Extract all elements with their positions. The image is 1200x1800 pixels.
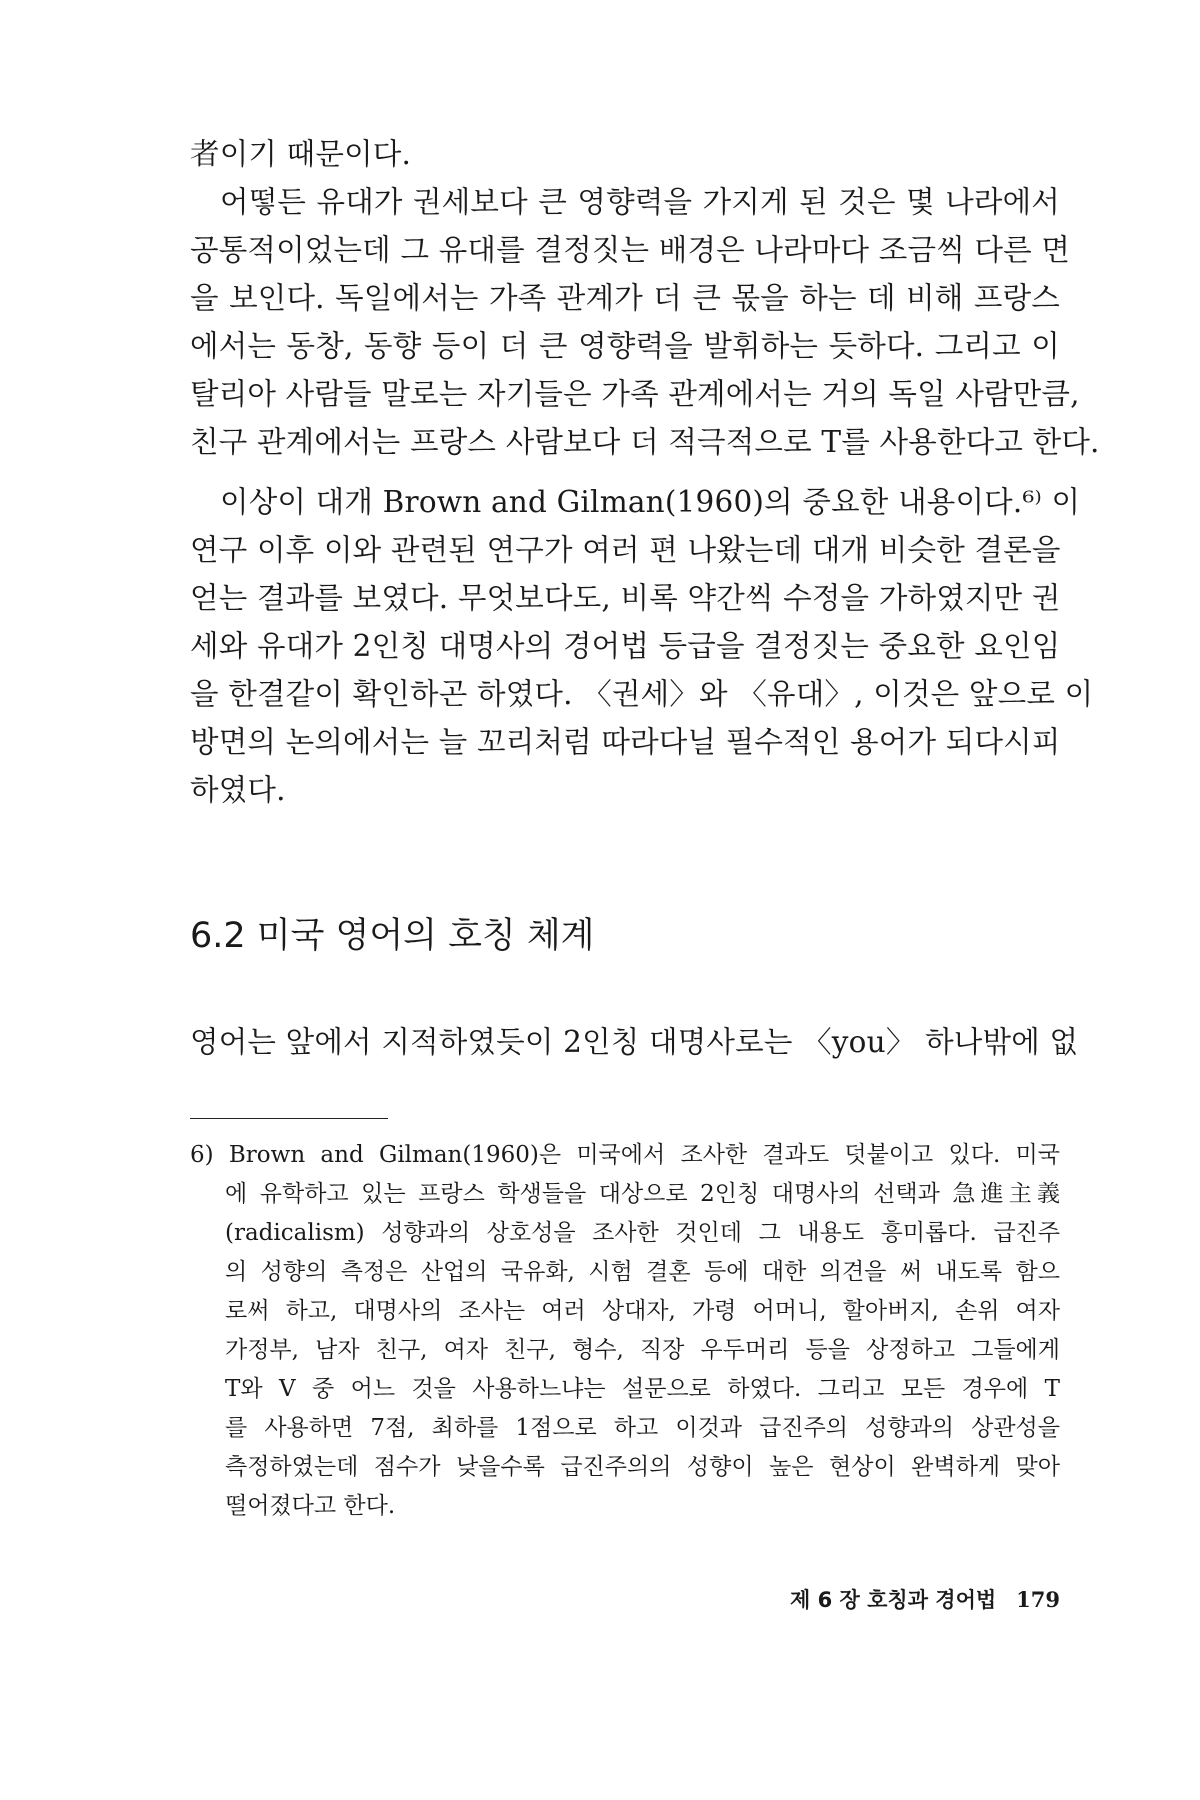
body-line: 공통적이었는데 그 유대를 결정짓는 배경은 나라마다 조금씩 다른 면 [190,233,1071,267]
footnote-line: 측정하였는데 점수가 낮을수록 급진주의의 성향이 높은 현상이 완벽하게 맞아 [225,1454,1060,1480]
footnote-line: (radicalism) 성향과의 상호성을 조사한 것인데 그 내용도 흥미롭다. 급진주 [225,1220,1060,1246]
footnote-line: T와 V 중 어느 것을 사용하느냐는 설문으로 하였다. 그리고 모든 경우에 T [225,1376,1060,1402]
body-line: 탈리아 사람들 말로는 자기들은 가족 관계에서는 거의 독일 사람만큼, [190,377,1080,411]
body-line: 을 한결같이 확인하곤 하였다. 〈권세〉와 〈유대〉, 이것은 앞으로 이 [190,677,1094,711]
body-line: 을 보인다. 독일에서는 가족 관계가 더 큰 몫을 하는 데 비해 프랑스 [190,281,1060,315]
footnote-line: 6) Brown and Gilman(1960)은 미국에서 조사한 결과도 덧붙이고 있다. 미국 [190,1142,1060,1168]
body-line: 어떻든 유대가 권세보다 큰 영향력을 가지게 된 것은 몇 나라에서 [220,185,1060,219]
footnote-line: 떨어졌다고 한다. [225,1493,396,1519]
page-footer [740,1585,1060,1615]
footnote-line: 에 유학하고 있는 프랑스 학생들을 대상으로 2인칭 대명사의 선택과 急進主義 [225,1181,1060,1207]
page-number: 179 [1016,1587,1060,1612]
section-heading: 6.2 미국 영어의 호칭 체계 [190,916,595,956]
body-line: 이상이 대개 Brown and Gilman(1960)의 중요한 내용이다.⁶⁾ 이 [220,485,1081,519]
body-line: 친구 관계에서는 프랑스 사람보다 더 적극적으로 T를 사용한다고 한다. [190,425,1100,459]
body-line: 세와 유대가 2인칭 대명사의 경어법 등급을 결정짓는 중요한 요인임 [190,629,1061,663]
body-line: 에서는 동창, 동향 등이 더 큰 영향력을 발휘하는 듯하다. 그리고 이 [190,329,1060,363]
chapter-title: 제 6 장 호칭과 경어법 [790,1588,997,1612]
body-line: 얻는 결과를 보였다. 무엇보다도, 비록 약간씩 수정을 가하였지만 권 [190,581,1061,615]
section-first-line: 영어는 앞에서 지적하였듯이 2인칭 대명사로는 〈you〉 하나밖에 없 [190,1025,1079,1059]
footnote-line: 로써 하고, 대명사의 조사는 여러 상대자, 가령 어머니, 할아버지, 손위 여자 [225,1298,1060,1324]
body-line: 하였다. [190,773,286,807]
body-line: 연구 이후 이와 관련된 연구가 여러 편 나왔는데 대개 비슷한 결론을 [190,533,1061,567]
footnote-line: 의 성향의 측정은 산업의 국유화, 시험 결혼 등에 대한 의견을 써 내도록 함으 [225,1259,1060,1285]
body-line: 者이기 때문이다. [190,137,412,171]
footnote-line: 가정부, 남자 친구, 여자 친구, 형수, 직장 우두머리 등을 상정하고 그들에게 [225,1337,1060,1363]
footnote-divider [190,1118,388,1119]
body-line: 방면의 논의에서는 늘 꼬리처럼 따라다닐 필수적인 용어가 되다시피 [190,725,1061,759]
footnote-line: 를 사용하면 7점, 최하를 1점으로 하고 이것과 급진주의 성향과의 상관성을 [225,1415,1060,1441]
